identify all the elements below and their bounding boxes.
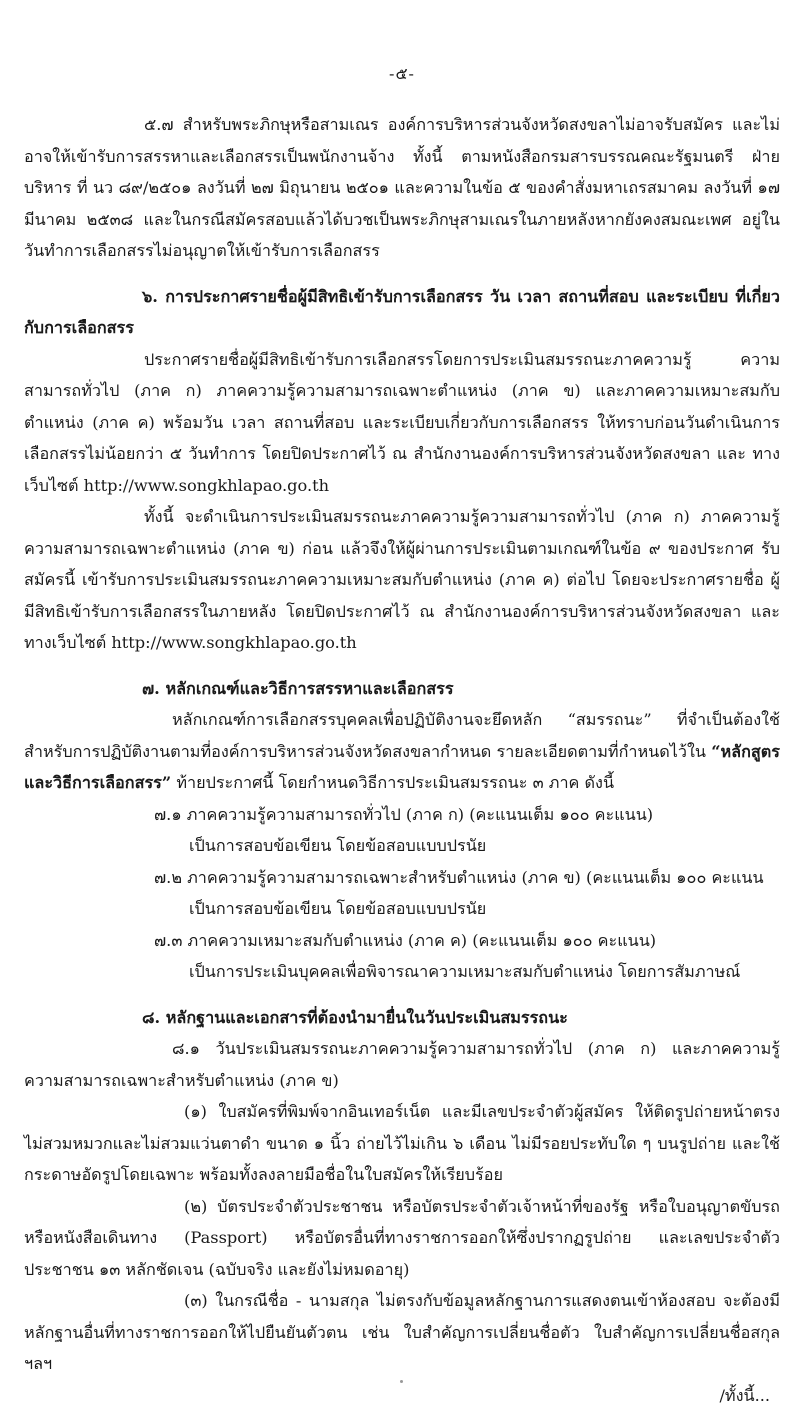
section-5-7: ๕.๗ สำหรับพระภิกษุหรือสามเณร องค์การบริหารส่วนจังหวัดสงขลาไม่อาจรับสมัคร และไม่อาจให้เข้ารับการสรรหาและเลือกสรรเป็นพนักงานจ้าง ทั้งนี้ ตามหนังสือกรมสารบรรณคณะรัฐมนตรี ฝ่ายบริหาร ที่ นว ๘๙/๒๕๐๑ ลงวันที่ ๒๗ มิถุนายน ๒๕๐๑ และความในข้อ ๕ ของคำสั่งมหาเถรสมาคม ลงวันที่ ๑๗ มีนาคม ๒๕๓๘ และในกรณีสมัครสอบแล้วได้บวชเป็นพระภิกษุสามเณรในภายหลังหากยังคงสมณะเพศ อยู่ในวันทำการเลือกสรรไม่อนุญาตให้เข้ารับการเลือกสรร <box>24 115 780 260</box>
scan-speck <box>400 1380 403 1383</box>
section-7-item-desc: เป็นการสอบข้อเขียน โดยข้อสอบแบบปรนัย <box>189 836 487 855</box>
section-7-bold-text: “หลักสูตร และวิธีการเลือกสรร” <box>24 741 780 792</box>
section-7-item-title: ๗.๓ ภาคความเหมาะสมกับตำแหน่ง (ภาค ค) (คะแนนเต็ม ๑๐๐ คะแนน) <box>154 930 657 950</box>
section-7-item <box>24 862 780 925</box>
page-number: -๕- <box>389 64 415 83</box>
section-7-text-b: ท้ายประกาศนี้ โดยกำหนดวิธีการประเมินสมรรถนะ ๓ ภาค ดังนี้ <box>176 773 615 792</box>
section-8-heading: ๘. หลักฐานและเอกสารที่ต้องนำมายื่นในวันประเมินสมรรถนะ <box>142 1007 568 1027</box>
section-7-text-a: หลักเกณฑ์การเลือกสรรบุคคลเพื่อปฏิบัติงานจะยึดหลัก “สมรรถนะ” ที่จำเป็นต้องใช้ สำหรับการปฏิบัติงานตามที่องค์การบริหารส่วนจังหวัดสงขลากำหนด รายละเอียดตามที่กำหนดไว้ใน <box>24 710 780 761</box>
section-8-1-item: (๒) บัตรประจำตัวประชาชน หรือบัตรประจำตัวเจ้าหน้าที่ของรัฐ หรือใบอนุญาตขับรถ หรือหนังสือเดินทาง (Passport) หรือบัตรอื่นที่ทางราชการออกให้ซึ่งปรากฏรูปถ่าย และเลขประจำตัวประชาชน ๑๓ หลักชัดเจน (ฉบับจริง และยังไม่หมดอายุ) <box>24 1196 780 1279</box>
section-8-1-item: (๑) ใบสมัครที่พิมพ์จากอินเทอร์เน็ต และมีเลขประจำตัวผู้สมัคร ให้ติดรูปถ่ายหน้าตรง ไม่สวมหมวกและไม่สวมแว่นตาดำ ขนาด ๑ นิ้ว ถ่ายไว้ไม่เกิน ๖ เดือน ไม่มีรอยประทับใด ๆ บนรูปถ่าย และใช้ กระดาษอัดรูปโดยเฉพาะ พร้อมทั้งลงลายมือชื่อในใบสมัครให้เรียบร้อย <box>24 1102 780 1184</box>
section-7-item-title: ๗.๒ ภาคความรู้ความสามารถเฉพาะสำหรับตำแหน่ง (ภาค ข) (คะแนนเต็ม ๑๐๐ คะแนน <box>154 867 764 887</box>
section-7-item-title: ๗.๑ ภาคความรู้ความสามารถทั่วไป (ภาค ก) (คะแนนเต็ม ๑๐๐ คะแนน) <box>154 804 654 824</box>
section-7-item <box>24 799 780 862</box>
section-6-paragraph-1: ประกาศรายชื่อผู้มีสิทธิเข้ารับการเลือกสรรโดยการประเมินสมรรถนะภาคความรู้ ความสามารถทั่วไป (ภาค ก) ภาคความรู้ความสามารถเฉพาะตำแหน่ง (ภาค ข) และภาคความเหมาะสมกับ ตำแหน่ง (ภาค ค) พร้อมวัน เวลา สถานที่สอบ และระเบียบเกี่ยวกับการเลือกสรร ให้ทราบก่อนวันดำเนินการ เลือกสรรไม่น้อยกว่า ๕ วันทำการ โดยปิดประกาศไว้ ณ สำนักงานองค์การบริหารส่วนจังหวัดสงขลา และ ทางเว็บไซต์ http://www.songkhlapao.go.th <box>24 349 780 495</box>
section-8-1-item: (๓) ในกรณีชื่อ - นามสกุล ไม่ตรงกับข้อมูลหลักฐานการแสดงตนเข้าห้องสอบ จะต้องมี หลักฐานอื่นที่ทางราชการออกให้ไปยืนยันตัวตน เช่น ใบสำคัญการเปลี่ยนชื่อตัว ใบสำคัญการเปลี่ยนชื่อสกุล ฯลฯ <box>24 1291 780 1373</box>
section-7-item-desc: เป็นการประเมินบุคคลเพื่อพิจารณาความเหมาะสมกับตำแหน่ง โดยการสัมภาษณ์ <box>189 962 741 981</box>
continuation-marker: /ทั้งนี้... <box>719 1385 770 1405</box>
section-7-item-desc: เป็นการสอบข้อเขียน โดยข้อสอบแบบปรนัย <box>189 899 487 918</box>
section-6-paragraph-2: ทั้งนี้ จะดำเนินการประเมินสมรรถนะภาคความรู้ความสามารถทั่วไป (ภาค ก) ภาคความรู้ ความสามารถเฉพาะตำแหน่ง (ภาค ข) ก่อน แล้วจึงให้ผู้ผ่านการประเมินตามเกณฑ์ในข้อ ๙ ของประกาศ รับสมัครนี้ เข้ารับการประเมินสมรรถนะภาคความเหมาะสมกับตำแหน่ง (ภาค ค) ต่อไป โดยจะประกาศรายชื่อ ผู้มีสิทธิเข้ารับการเลือกสรรในภายหลัง โดยปิดประกาศไว้ ณ สำนักงานองค์การบริหารส่วนจังหวัดสงขลา และ ทางเว็บไซต์ http://www.songkhlapao.go.th <box>24 507 780 652</box>
section-7-paragraph <box>24 704 780 799</box>
section-7-heading: ๗. หลักเกณฑ์และวิธีการสรรหาและเลือกสรร <box>142 678 454 698</box>
section-8-1-heading: ๘.๑ วันประเมินสมรรถนะภาคความรู้ความสามารถทั่วไป (ภาค ก) และภาคความรู้ ความสามารถเฉพาะสำหรับตำแหน่ง (ภาค ข) <box>24 1039 780 1090</box>
section-7-item <box>24 925 780 988</box>
section-6-heading: ๖. การประกาศรายชื่อผู้มีสิทธิเข้ารับการเลือกสรร วัน เวลา สถานที่สอบ และระเบียบ ที่เกี่ยวกับการเลือกสรร <box>24 286 780 337</box>
